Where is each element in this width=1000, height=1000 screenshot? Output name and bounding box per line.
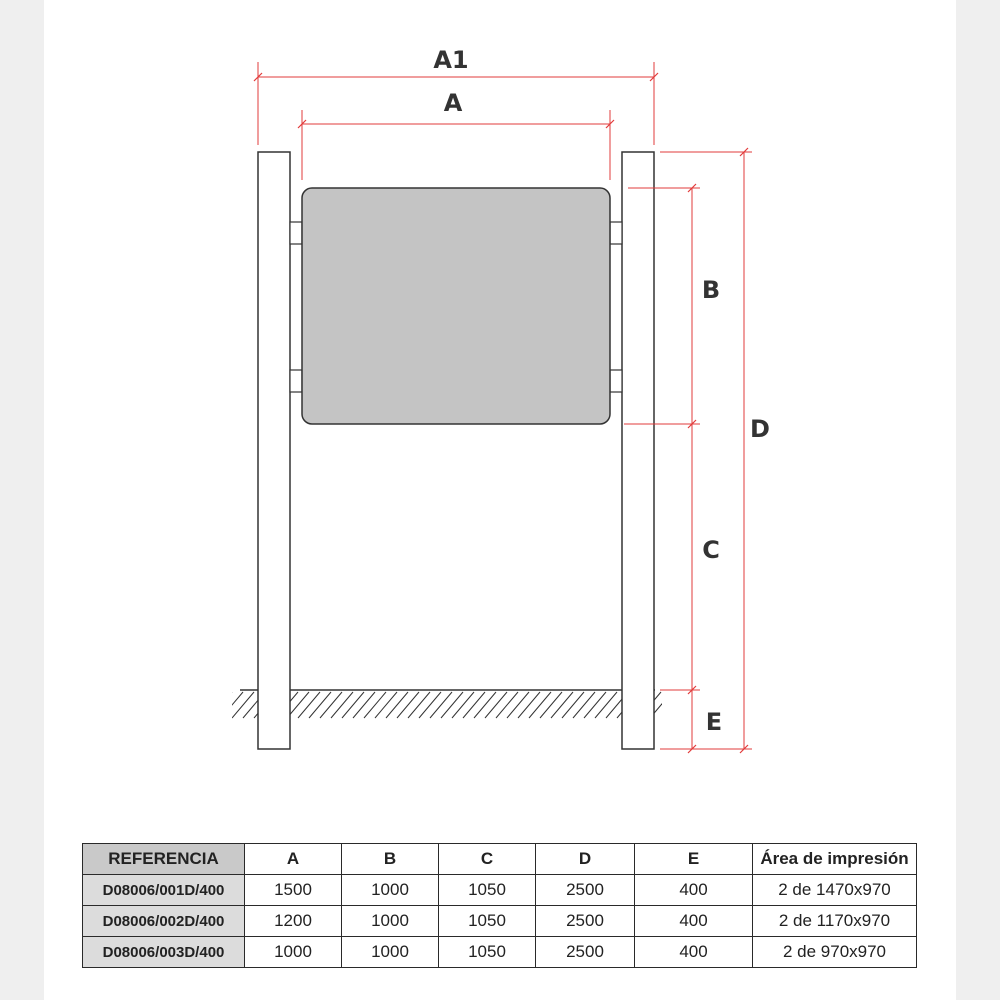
table-row bbox=[83, 875, 917, 906]
cell-referencia: D08006/003D/400 bbox=[83, 937, 245, 968]
cell-area: 2 de 970x970 bbox=[753, 937, 917, 968]
bracket-left-bottom bbox=[290, 370, 302, 392]
cell-d: 2500 bbox=[536, 875, 635, 906]
header-area-impresion: Área de impresión bbox=[753, 844, 917, 875]
cell-a: 1200 bbox=[245, 906, 342, 937]
bracket-right-top bbox=[610, 222, 622, 244]
cell-referencia: D08006/002D/400 bbox=[83, 906, 245, 937]
sign-panel bbox=[302, 188, 610, 424]
left-post bbox=[258, 152, 290, 749]
label-A1: A1 bbox=[433, 46, 469, 74]
cell-e: 400 bbox=[635, 937, 753, 968]
table-header-row bbox=[83, 844, 917, 875]
specs-table bbox=[82, 843, 917, 968]
cell-b: 1000 bbox=[342, 875, 439, 906]
cell-a: 1000 bbox=[245, 937, 342, 968]
cell-c: 1050 bbox=[439, 906, 536, 937]
right-post bbox=[622, 152, 654, 749]
cell-e: 400 bbox=[635, 906, 753, 937]
cell-b: 1000 bbox=[342, 906, 439, 937]
label-A: A bbox=[443, 89, 463, 117]
header-referencia: REFERENCIA bbox=[83, 844, 245, 875]
table-row bbox=[83, 906, 917, 937]
cell-referencia: D08006/001D/400 bbox=[83, 875, 245, 906]
cell-c: 1050 bbox=[439, 937, 536, 968]
cell-area: 2 de 1470x970 bbox=[753, 875, 917, 906]
cell-e: 400 bbox=[635, 875, 753, 906]
cell-area: 2 de 1170x970 bbox=[753, 906, 917, 937]
cell-b: 1000 bbox=[342, 937, 439, 968]
header-c: C bbox=[439, 844, 536, 875]
label-C: C bbox=[702, 536, 720, 564]
label-E: E bbox=[705, 708, 723, 736]
header-d: D bbox=[536, 844, 635, 875]
cell-d: 2500 bbox=[536, 937, 635, 968]
header-e: E bbox=[635, 844, 753, 875]
cell-a: 1500 bbox=[245, 875, 342, 906]
cell-c: 1050 bbox=[439, 875, 536, 906]
label-B: B bbox=[701, 276, 721, 304]
header-a: A bbox=[245, 844, 342, 875]
bracket-right-bottom bbox=[610, 370, 622, 392]
table-row bbox=[83, 937, 917, 968]
cell-d: 2500 bbox=[536, 906, 635, 937]
label-D: D bbox=[750, 415, 770, 443]
header-b: B bbox=[342, 844, 439, 875]
bracket-left-top bbox=[290, 222, 302, 244]
